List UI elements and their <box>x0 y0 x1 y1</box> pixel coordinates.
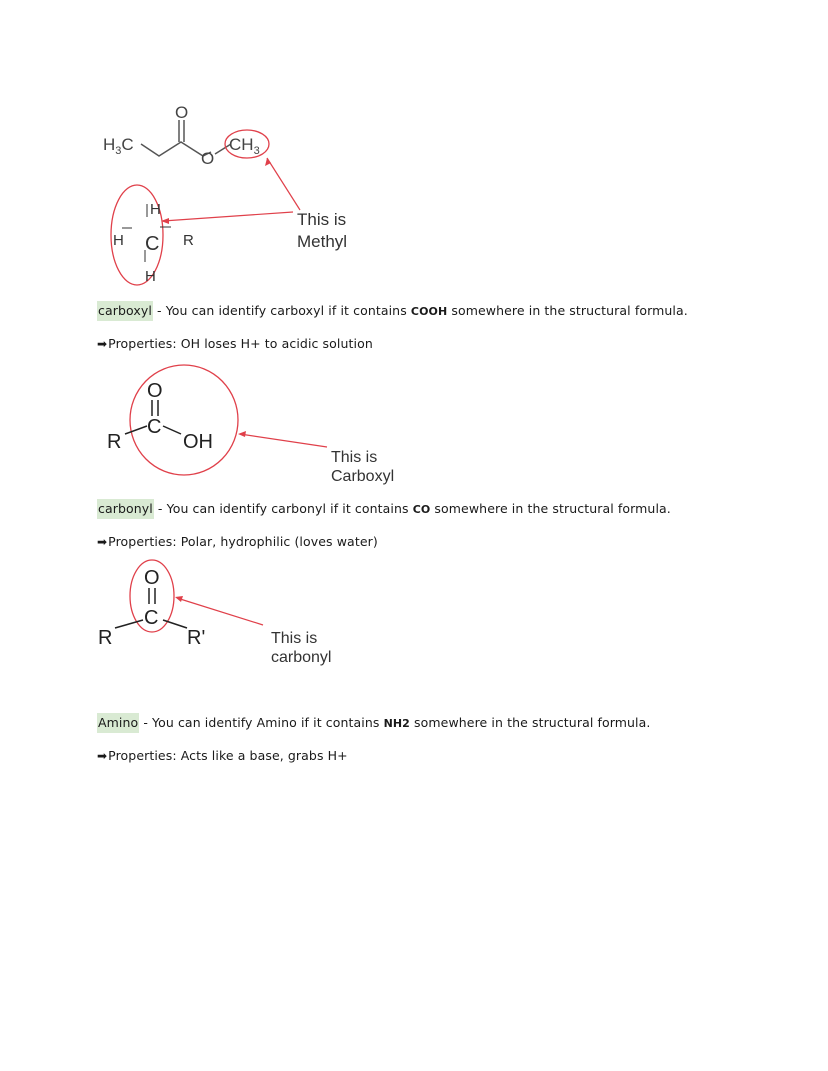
arrow-bullet-icon: ➡ <box>97 535 108 549</box>
carbonyl-term-highlight: carbonyl <box>97 499 154 519</box>
arrow-bullet-icon: ➡ <box>97 749 108 763</box>
carbonyl-diagram <box>95 558 375 673</box>
carbonyl-properties: ➡Properties: Polar, hydrophilic (loves water) <box>97 534 378 549</box>
methyl-label-line2: Methyl <box>297 232 348 251</box>
ester-oxygen-label: O <box>201 149 215 168</box>
svg-text:C: C <box>145 233 160 255</box>
amino-formula: NH2 <box>383 717 410 730</box>
carboxyl-term-highlight: carboxyl <box>97 301 153 321</box>
svg-text:C: C <box>147 416 162 438</box>
carboxyl-formula: COOH <box>410 305 448 318</box>
amino-term-highlight: Amino <box>97 713 139 733</box>
svg-text:R: R <box>98 627 113 649</box>
methyl-diagram <box>95 100 375 295</box>
carbonyl-label-line1: This is <box>271 630 318 647</box>
svg-text:O: O <box>144 567 160 589</box>
carbonyl-description: carbonyl - You can identify carbonyl if it contains CO somewhere in the structural formula. <box>97 499 671 520</box>
carboxyl-description: carboxyl - You can identify carboxyl if it contains COOH somewhere in the structural formula. <box>97 301 688 322</box>
methyl-label-line1: This is <box>297 210 347 229</box>
carbonyl-label-line2: carbonyl <box>271 649 332 666</box>
svg-text:O: O <box>147 380 163 402</box>
h3c-label: $H_3C$ <box>103 135 134 157</box>
svg-text:C: C <box>144 607 159 629</box>
carboxyl-label-line2: Carboxyl <box>331 468 395 485</box>
svg-text:H: H <box>145 268 156 285</box>
svg-text:OH: OH <box>183 431 213 453</box>
carboxyl-diagram <box>95 360 425 490</box>
svg-text:H: H <box>150 201 161 218</box>
ch3-label: $CH_3$ <box>229 135 260 157</box>
svg-text:H: H <box>113 232 124 249</box>
carboxyl-properties: ➡Properties: OH loses H+ to acidic solution <box>97 336 373 351</box>
arrow-bullet-icon: ➡ <box>97 337 108 351</box>
carboxyl-label-line1: This is <box>331 449 378 466</box>
carbonyl-oxygen-label: O <box>175 103 189 122</box>
svg-text:R': R' <box>187 627 206 649</box>
svg-text:R: R <box>183 232 194 249</box>
amino-properties: ➡Properties: Acts like a base, grabs H+ <box>97 748 348 763</box>
carbonyl-formula: CO <box>412 503 431 516</box>
svg-text:R: R <box>107 431 122 453</box>
amino-description: Amino - You can identify Amino if it contains NH2 somewhere in the structural formula. <box>97 713 650 734</box>
